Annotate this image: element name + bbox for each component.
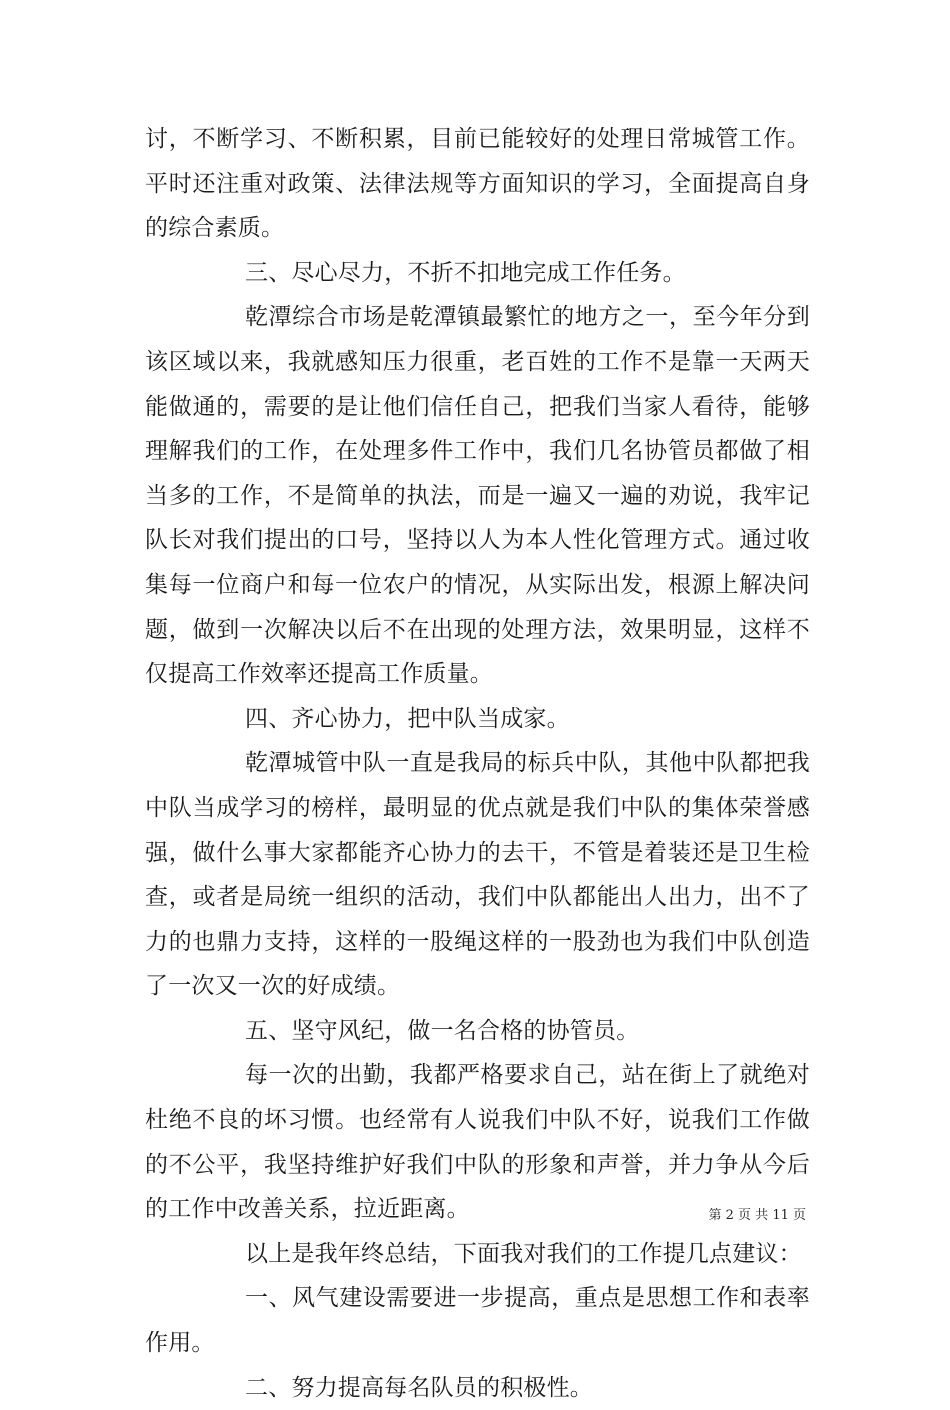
paragraph-summary-intro: 以上是我年终总结，下面我对我们的工作提几点建议： [245,1240,802,1267]
section-heading-5: 五、坚守风纪，做一名合格的协管员。 [245,1017,640,1044]
section-heading-3: 三、尽心尽力，不折不扣地完成工作任务。 [245,259,686,286]
page-number-footer: 第 2 页 共 11 页 [708,1208,806,1223]
paragraph-team: 乾潭城管中队一直是我局的标兵中队，其他中队都把我中队当成学习的榜样，最明显的优点就是我们中队的集体荣誉感强，做什么事大家都能齐心协力的去干，不管是着装还是卫生检查，或者是局统一组织的活动，我们中队都能出人出力，出不了力的也鼎力支持，这样的一股绳这样的一股劲也为我们中队创造了一次又一次的好成绩。 [145,750,810,1000]
paragraph-market: 乾潭综合市场是乾潭镇最繁忙的地方之一，至今年分到该区域以来，我就感知压力很重，老百姓的工作不是靠一天两天能做通的，需要的是让他们信任自己，把我们当家人看待，能够理解我们的工作，在处理多件工作中，我们几名协管员都做了相当多的工作，不是简单的执法，而是一遍又一遍的劝说，我牢记队长对我们提出的口号，坚持以人为本人性化管理方式。通过收集每一位商户和每一位农户的情况，从实际出发，根源上解决问题，做到一次解决以后不在出现的处理方法，效果明显，这样不仅提高工作效率还提高工作质量。 [145,304,810,688]
paragraph-discipline: 每一次的出勤，我都严格要求自己，站在街上了就绝对杜绝不良的坏习惯。也经常有人说我们中队不好，说我们工作做的不公平，我坚持维护好我们中队的形象和声誉，并力争从今后的工作中改善关系，拉近距离。 [145,1062,810,1223]
section-heading-4: 四、齐心协力，把中队当成家。 [245,705,570,732]
suggestion-1: 一、风气建设需要进一步提高，重点是思想工作和表率作用。 [145,1285,810,1357]
suggestion-2: 二、努力提高每名队员的积极性。 [245,1374,593,1401]
paragraph-continuation: 讨，不断学习、不断积累，目前已能较好的处理日常城管工作。平时还注重对政策、法律法规等方面知识的学习，全面提高自身的综合素质。 [145,126,810,242]
